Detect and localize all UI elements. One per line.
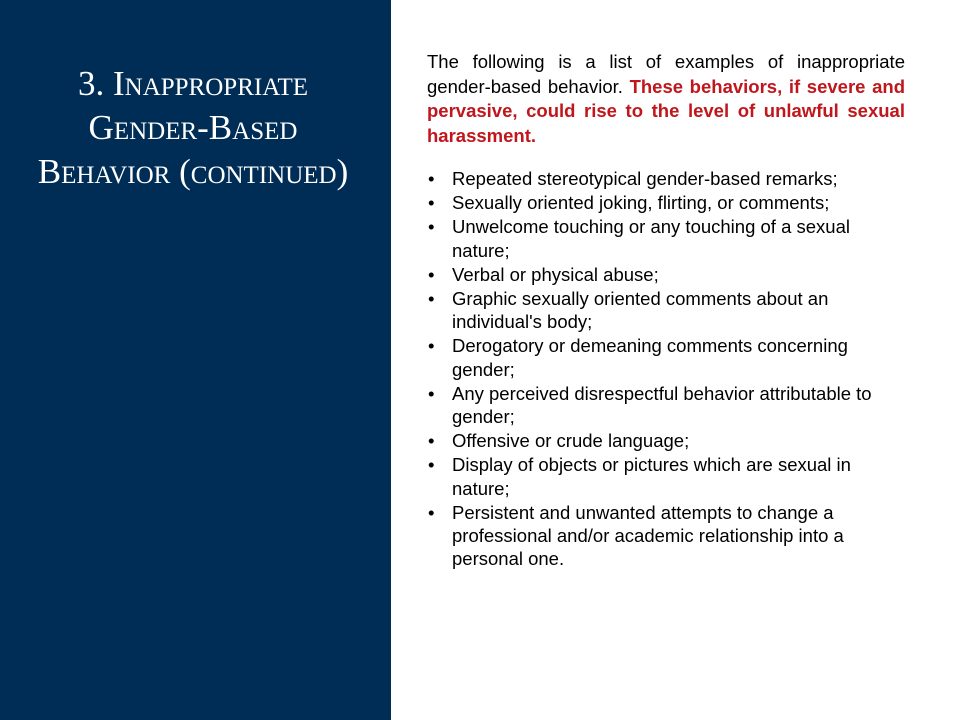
list-item-text: Any perceived disrespectful behavior attributable to gender;: [452, 382, 872, 428]
list-item: [427, 453, 905, 499]
list-item-text: Display of objects or pictures which are sexual in nature;: [452, 454, 851, 499]
title-panel: [0, 0, 393, 720]
list-item-text: Verbal or physical abuse;: [452, 263, 659, 285]
bullet-icon: •: [428, 192, 435, 214]
list-item: [427, 382, 905, 428]
list-item-text: Unwelcome touching or any touching of a sexual nature;: [452, 216, 850, 261]
bullet-icon: •: [428, 288, 435, 310]
list-item: [427, 263, 905, 286]
list-item-text: Sexually oriented joking, flirting, or comments;: [452, 192, 830, 214]
intro-highlight: These behaviors, if severe and pervasive, could rise to the level of unlawful sexual harassment.: [427, 75, 905, 146]
bullet-icon: •: [428, 430, 435, 452]
intro-paragraph: [427, 50, 905, 148]
list-item: [427, 167, 905, 190]
list-item-text: Repeated stereotypical gender-based remarks;: [452, 168, 838, 189]
intro-text: The following is a list of examples of inappropriate gender-based behavior.: [427, 51, 905, 97]
list-item: [427, 191, 905, 214]
list-item: [427, 287, 905, 333]
list-item-text: Derogatory or demeaning comments concerning gender;: [452, 335, 848, 380]
bullet-icon: •: [428, 454, 435, 476]
list-item: [427, 501, 905, 571]
bullet-list: [427, 167, 905, 570]
list-item-text: Persistent and unwanted attempts to change a professional and/or academic relationship into a personal one.: [452, 501, 844, 570]
bullet-icon: •: [428, 335, 435, 357]
bullet-icon: •: [428, 501, 435, 523]
list-item-text: Offensive or crude language;: [452, 430, 690, 452]
bullet-icon: •: [428, 216, 435, 238]
list-item: [427, 215, 905, 261]
list-item: [427, 429, 905, 452]
slide-title: 3. Inappropriate Gender-Based Behavior (continued): [37, 64, 349, 191]
bullet-icon: •: [428, 263, 435, 285]
bullet-icon: •: [428, 168, 435, 189]
bullet-icon: •: [428, 382, 435, 404]
list-item-text: Graphic sexually oriented comments about an individual's body;: [452, 288, 829, 333]
content-area: [427, 50, 905, 571]
list-item: [427, 334, 905, 380]
